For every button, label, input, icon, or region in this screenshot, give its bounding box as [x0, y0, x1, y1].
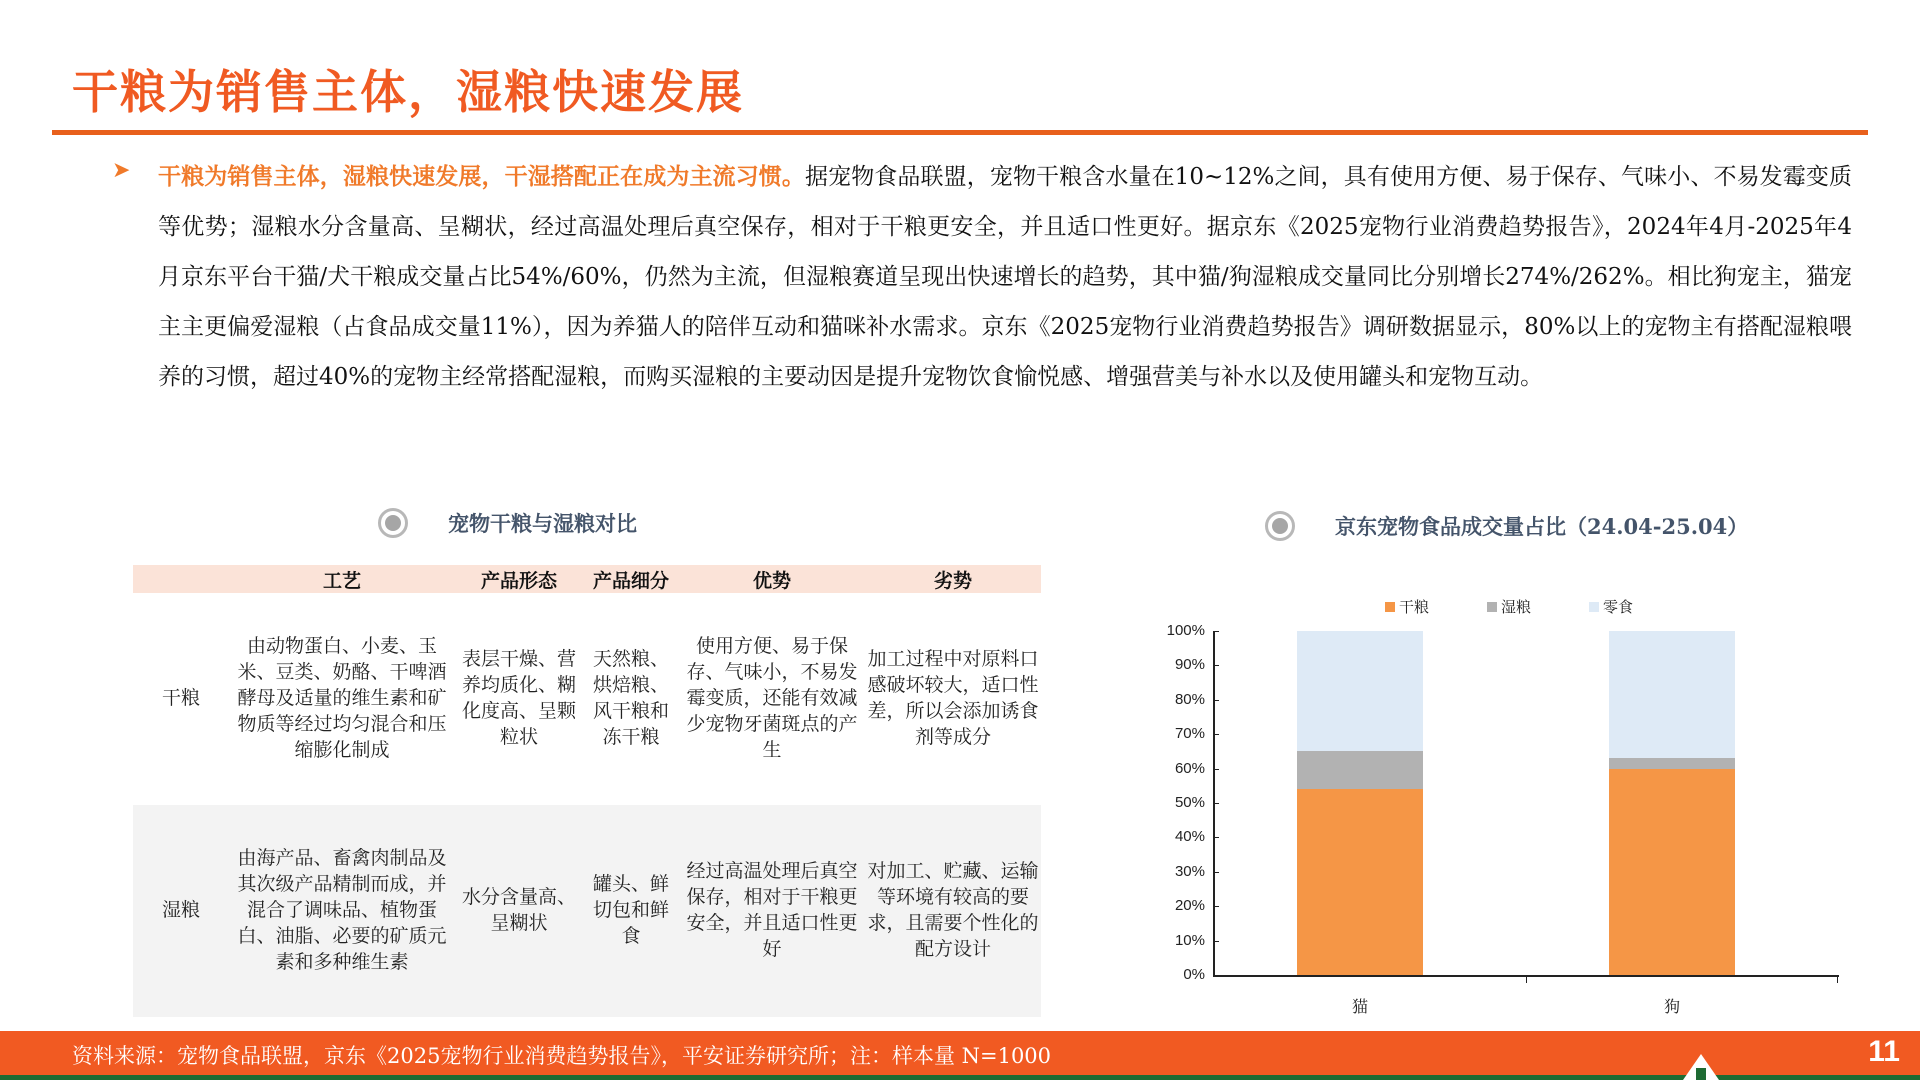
y-tick	[1213, 941, 1219, 942]
page-number: 11	[1868, 1035, 1900, 1068]
bar-segment	[1609, 631, 1735, 758]
stacked-bar	[1297, 631, 1423, 975]
y-tick-label: 30%	[1174, 862, 1205, 880]
y-tick-label: 80%	[1174, 690, 1205, 708]
cell-subtypes: 罐头、鲜切包和鲜食	[583, 805, 679, 1017]
summary-paragraph	[158, 152, 1852, 402]
header-cell: 产品细分	[583, 565, 679, 593]
y-tick	[1213, 700, 1219, 701]
cell-pros: 使用方便、易于保存、气味小，不易发霉变质，还能有效减少宠物牙菌斑点的产生	[679, 593, 865, 805]
stacked-bar	[1609, 631, 1735, 975]
y-tick-label: 10%	[1174, 931, 1205, 949]
y-tick-label: 70%	[1174, 725, 1205, 743]
header-cell	[133, 565, 229, 593]
y-tick-label: 40%	[1174, 828, 1205, 846]
cell-type: 湿粮	[133, 805, 229, 1017]
cell-cons: 对加工、贮藏、运输等环境有较高的要求，且需要个性化的配方设计	[865, 805, 1041, 1017]
legend-label: 零食	[1603, 599, 1634, 616]
chart-legend	[1385, 596, 1633, 617]
table-title: 宠物干粮与湿粮对比	[448, 511, 637, 536]
summary-body: 据宠物食品联盟，宠物干粮含水量在10~12%之间，具有使用方便、易于保存、气味小、不易发霉变质等优势；湿粮水分含量高、呈糊状，经过高温处理后真空保存，相对于干粮更安全，并且适口性更好。据京东《2025宠物行业消费趋势报告》，2024年4月-2025年4月京东平台干猫/犬干粮成交量占比54%/60%，仍然为主流，但湿粮赛道呈现出快速增长的趋势，其中猫/狗湿粮成交量同比分别增长274%/262%。相比狗宠主，猫宠主主更偏爱湿粮（占食品成交量11%），因为养猫人的陪伴互动和猫咪补水需求。京东《2025宠物行业消费趋势报告》调研数据显示，80%以上的宠物主有搭配湿粮喂养的习惯，超过40%的宠物主经常搭配湿粮，而购买湿粮的主要动因是提升宠物饮食愉悦感、增强营美与补水以及使用罐头和宠物互动。	[158, 164, 1852, 390]
summary-bullet	[112, 152, 1852, 402]
bar-segment	[1297, 631, 1423, 751]
footer-bar	[0, 1031, 1920, 1075]
table-header-row	[133, 565, 1041, 593]
table-row	[133, 593, 1041, 805]
legend-label: 干粮	[1399, 599, 1430, 616]
bar-segment	[1297, 751, 1423, 789]
arrow-bullet-icon: ➤	[112, 158, 131, 183]
cell-process: 由海产品、畜禽肉制品及其次级产品精制而成，并混合了调味品、植物蛋白、油脂、必要的矿质元素和多种维生素	[229, 805, 455, 1017]
source-note: 资料来源：宠物食品联盟，京东《2025宠物行业消费趋势报告》，平安证券研究所；注：样本量 N=1000	[72, 1044, 1052, 1068]
legend-label: 湿粮	[1501, 599, 1532, 616]
cell-subtypes: 天然粮、烘焙粮、风干粮和冻干粮	[583, 593, 679, 805]
x-category-label: 猫	[1351, 999, 1368, 1016]
y-tick	[1213, 837, 1219, 838]
plot-area	[1166, 622, 1667, 983]
legend-swatch-icon	[1385, 602, 1395, 612]
y-tick-label: 0%	[1183, 966, 1205, 983]
y-tick	[1213, 975, 1219, 976]
brand-logo-inner	[1696, 1068, 1706, 1080]
cell-process: 由动物蛋白、小麦、玉米、豆类、奶酪、干啤酒酵母及适量的维生素和矿物质等经过均匀混合和压缩膨化制成	[229, 593, 455, 805]
y-tick-label: 50%	[1174, 794, 1205, 811]
legend-swatch-icon	[1487, 602, 1497, 612]
table-row	[133, 805, 1041, 1017]
legend-item	[1385, 596, 1429, 617]
y-tick-label: 60%	[1174, 759, 1205, 777]
cell-type: 干粮	[133, 593, 229, 805]
footer-accent-line	[0, 1075, 1920, 1080]
header-cell: 工艺	[229, 565, 455, 593]
legend-item	[1589, 596, 1633, 617]
x-tick	[1526, 975, 1527, 983]
table-section-header	[378, 508, 637, 538]
y-tick	[1213, 665, 1219, 666]
x-tick	[1837, 975, 1838, 983]
comparison-table	[133, 565, 1041, 1017]
header-cell: 产品形态	[455, 565, 583, 593]
y-tick	[1213, 872, 1219, 873]
y-tick	[1213, 734, 1219, 735]
stacked-bar-chart	[1100, 580, 1860, 1020]
y-tick	[1213, 803, 1219, 804]
page-title: 干粮为销售主体，湿粮快速发展	[72, 65, 744, 119]
y-axis	[1213, 631, 1215, 977]
summary-highlight: 干粮为销售主体，湿粮快速发展，干湿搭配正在成为主流习惯。	[158, 163, 805, 190]
chart-section-header	[1265, 511, 1748, 541]
header-cell: 劣势	[865, 565, 1041, 593]
y-tick-label: 20%	[1174, 897, 1205, 915]
chart-title: 京东宠物食品成交量占比（24.04-25.04）	[1335, 514, 1749, 539]
x-category-label: 狗	[1663, 999, 1680, 1016]
radio-circle-icon	[378, 508, 408, 538]
cell-cons: 加工过程中对原料口感破坏较大，适口性差，所以会添加诱食剂等成分	[865, 593, 1041, 805]
y-tick	[1213, 631, 1219, 632]
title-divider	[52, 130, 1868, 135]
bar-segment	[1297, 789, 1423, 975]
y-tick-label: 100%	[1166, 622, 1205, 639]
radio-circle-icon	[1265, 511, 1295, 541]
y-tick-label: 90%	[1174, 656, 1205, 674]
header-cell: 优势	[679, 565, 865, 593]
cell-form: 水分含量高、呈糊状	[455, 805, 583, 1017]
y-tick	[1213, 769, 1219, 770]
bar-segment	[1609, 758, 1735, 768]
cell-form: 表层干燥、营养均质化、糊化度高、呈颗粒状	[455, 593, 583, 805]
legend-swatch-icon	[1589, 602, 1599, 612]
y-tick	[1213, 906, 1219, 907]
cell-pros: 经过高温处理后真空保存，相对于干粮更安全，并且适口性更好	[679, 805, 865, 1017]
legend-item	[1487, 596, 1531, 617]
bar-segment	[1609, 769, 1735, 975]
